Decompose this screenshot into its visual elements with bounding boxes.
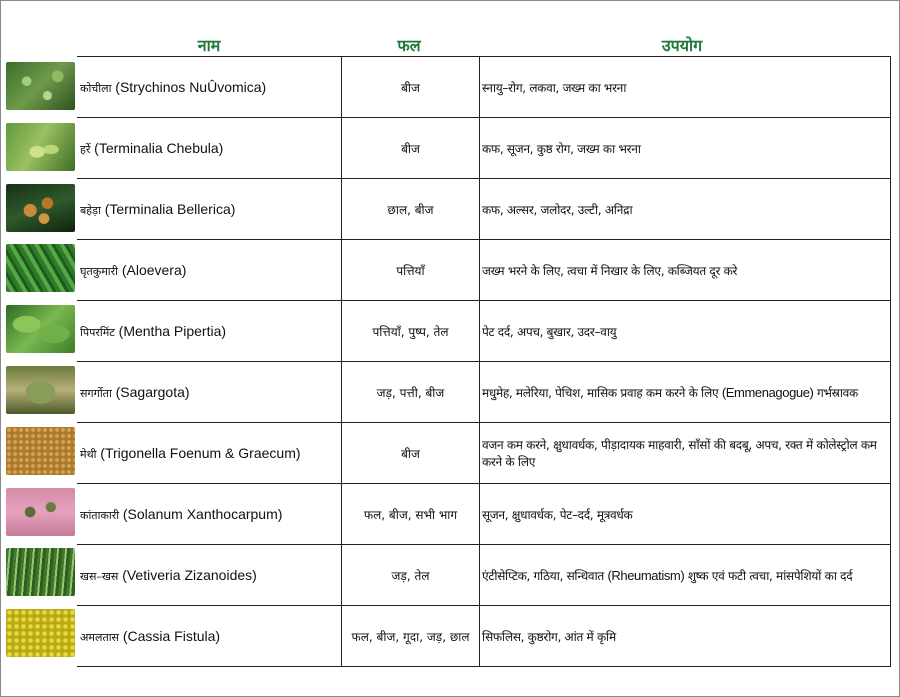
table-row (77, 362, 891, 423)
kuchla-plant-icon (6, 62, 75, 110)
table-row (77, 57, 891, 118)
herb-name-cell: घृतकुमारी (Aloevera) (77, 240, 342, 301)
herb-use-cell: मधुमेह, मलेरिया, पेचिश, मासिक प्रवाह कम करने के लिए (Emmenagogue) गर्भस्रावक (480, 362, 891, 423)
kantakari-plant-icon (6, 488, 75, 536)
table-row (77, 423, 891, 484)
table-row (77, 179, 891, 240)
herb-part-cell: फल, बीज, गूदा, जड़, छाल (342, 606, 480, 667)
herb-part-cell: बीज (342, 423, 480, 484)
herb-name-cell: अमलतास (Cassia Fistula) (77, 606, 342, 667)
herb-use-cell: सिफलिस, कुष्ठरोग, आंत में कृमि (480, 606, 891, 667)
herb-use-cell: स्नायु–रोग, लकवा, जख्म का भरना (480, 57, 891, 118)
herb-name-cell: कांताकारी (Solanum Xanthocarpum) (77, 484, 342, 545)
herb-use-cell: वजन कम करने, क्षुधावर्धक, पीड़ादायक माहवारी, साँसों की बदबू, अपच, रक्त में कोलेस्ट्रोल कम करने के लिए (480, 423, 891, 484)
plant-images (6, 62, 76, 670)
herb-use-cell: जख्म भरने के लिए, त्वचा में निखार के लिए, कब्जियत दूर करे (480, 240, 891, 301)
herb-name-cell: बहेड़ा (Terminalia Bellerica) (77, 179, 342, 240)
herb-part-cell: बीज (342, 57, 480, 118)
header-fruit: फल (397, 36, 421, 55)
header-name: नाम (197, 36, 221, 55)
amaltas-flower-icon (6, 609, 75, 657)
herb-use-cell: सूजन, क्षुधावर्धक, पेट–दर्द, मूत्रवर्धक (480, 484, 891, 545)
herb-part-cell: पत्तियाँ, पुष्प, तेल (342, 301, 480, 362)
peppermint-leaf-icon (6, 305, 75, 353)
table-row (77, 545, 891, 606)
herb-part-cell: फल, बीज, सभी भाग (342, 484, 480, 545)
herb-use-cell: कफ, सूजन, कुष्ठ रोग, जख्म का भरना (480, 118, 891, 179)
herb-part-cell: पत्तियाँ (342, 240, 480, 301)
herb-name-cell: कोचीला (Strychinos NuÛvomica) (77, 57, 342, 118)
table-row (77, 606, 891, 667)
methi-seeds-icon (6, 427, 75, 475)
herb-table (77, 56, 891, 667)
khus-grass-icon (6, 548, 75, 596)
herb-name-cell: हर्रे (Terminalia Chebula) (77, 118, 342, 179)
herb-use-cell: कफ, अल्सर, जलोदर, उल्टी, अनिद्रा (480, 179, 891, 240)
herb-use-cell: पेट दर्द, अपच, बुखार, उदर–वायु (480, 301, 891, 362)
herb-part-cell: जड़, तेल (342, 545, 480, 606)
herb-name-cell: मेथी (Trigonella Foenum & Graecum) (77, 423, 342, 484)
herb-name-cell: सगर्गोता (Sagargota) (77, 362, 342, 423)
herb-part-cell: बीज (342, 118, 480, 179)
herb-part-cell: जड़, पत्ती, बीज (342, 362, 480, 423)
herb-name-cell: पिपरमिंट (Mentha Pipertia) (77, 301, 342, 362)
header-use: उपयोग (661, 36, 703, 55)
herb-use-cell: एंटीसेप्टिक, गठिया, सन्धिवात (Rheumatism) शुष्क एवं फटी त्वचा, मांसपेशियों का दर्द (480, 545, 891, 606)
baheda-fruit-icon (6, 184, 75, 232)
table-row (77, 240, 891, 301)
table-row (77, 484, 891, 545)
harad-fruit-icon (6, 123, 75, 171)
table-row (77, 118, 891, 179)
herb-part-cell: छाल, बीज (342, 179, 480, 240)
aloevera-plant-icon (6, 244, 75, 292)
table-row (77, 301, 891, 362)
sagargota-plant-icon (6, 366, 75, 414)
herb-name-cell: खस–खस (Vetiveria Zizanoides) (77, 545, 342, 606)
